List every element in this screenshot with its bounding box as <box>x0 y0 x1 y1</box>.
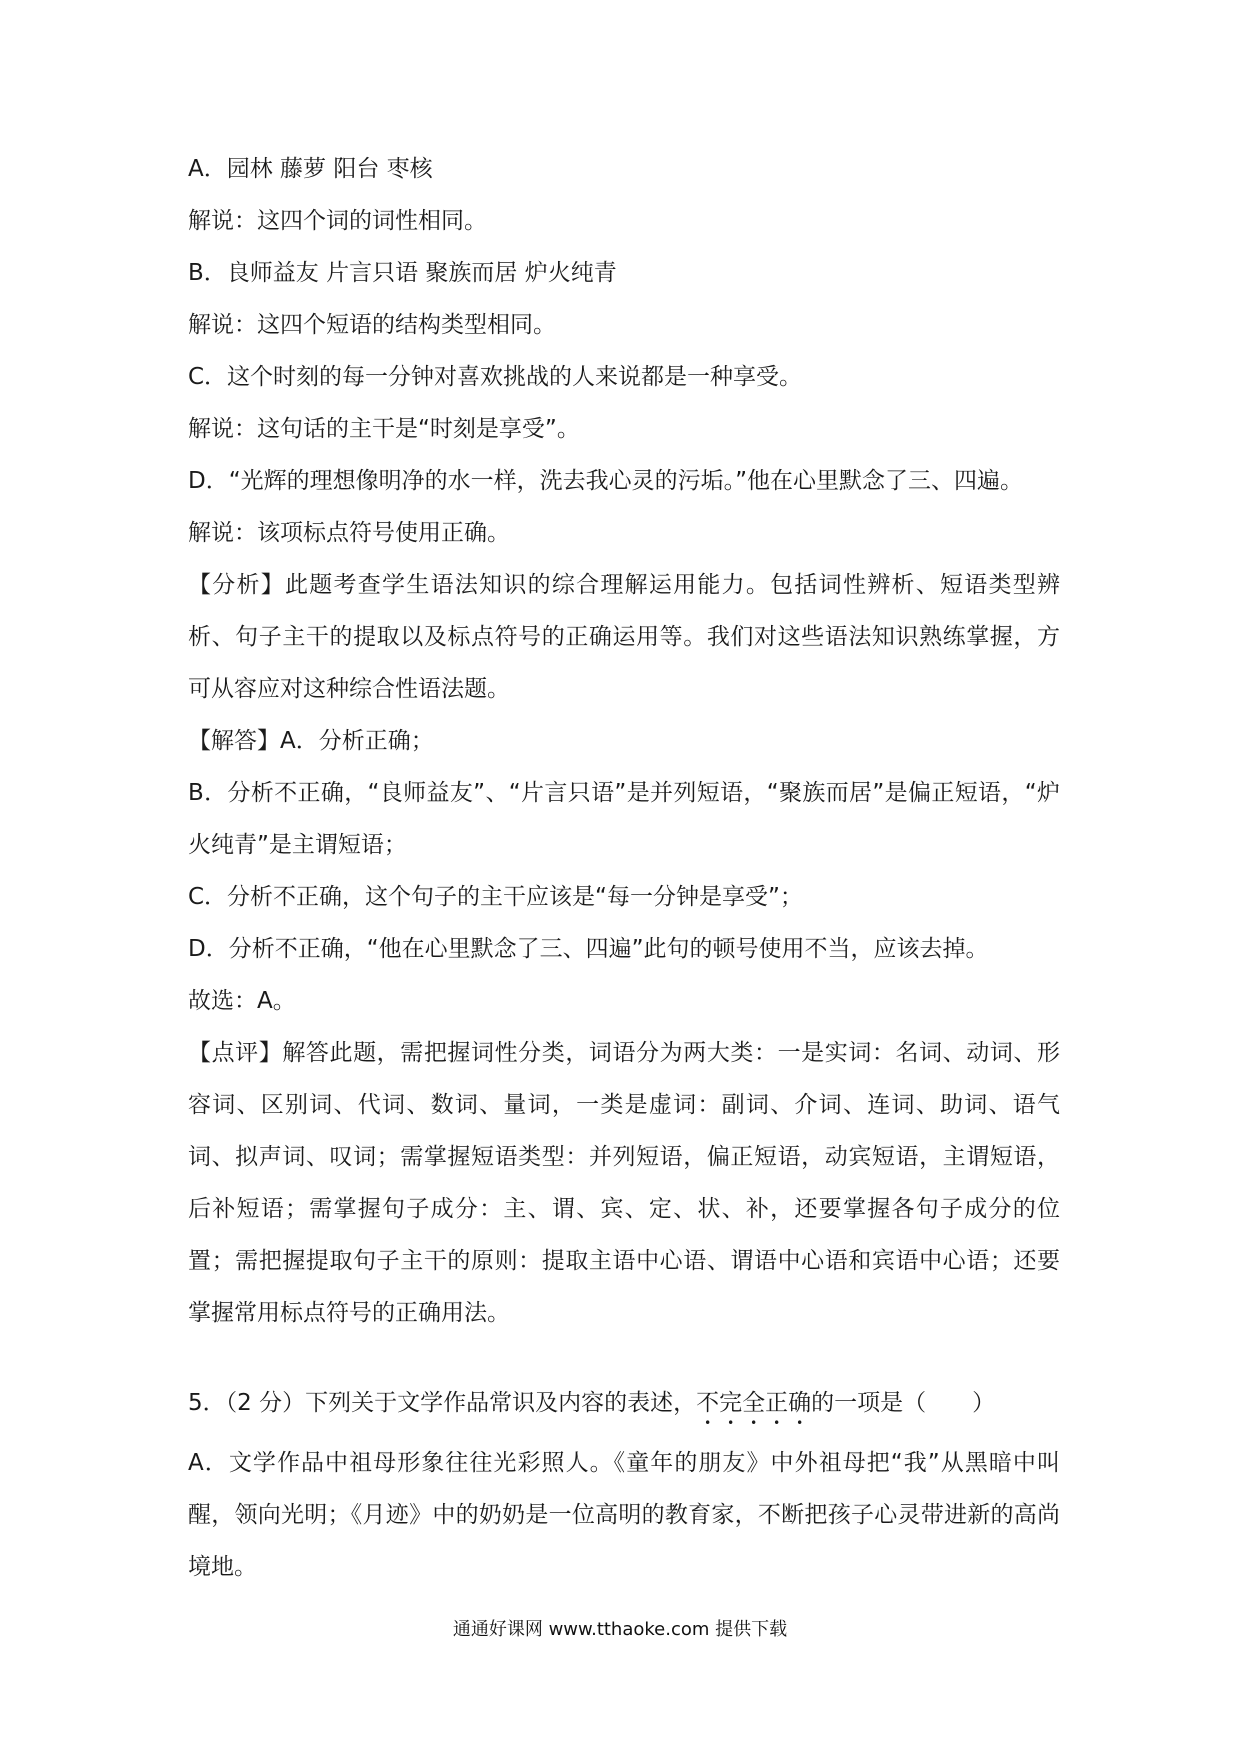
document-body <box>188 150 1060 1600</box>
q5-stem-end: 的一项是（ ） <box>811 1390 996 1416</box>
final-choice: 故选：A。 <box>188 988 296 1014</box>
section-gap <box>188 1346 1060 1384</box>
answer-c: C．分析不正确，这个句子的主干应该是“每一分钟是享受”； <box>188 884 803 910</box>
q5-option-a: A．文学作品中祖母形象往往光彩照人。《童年的朋友》中外祖母把“我”从黑暗中叫醒，领向光明；《月迹》中的奶奶是一位高明的教育家，不断把孩子心灵带进新的高尚境地。 <box>188 1450 1060 1580</box>
q4-option-b-explanation: 解说：这四个短语的结构类型相同。 <box>188 312 556 338</box>
q5-stem-emphasis: 不完全正确 <box>696 1390 812 1416</box>
answer-a: 【解答】A．分析正确； <box>188 728 434 754</box>
q5-stem <box>188 1384 1060 1430</box>
q4-option-c-explanation: 解说：这句话的主干是“时刻是享受”。 <box>188 416 580 442</box>
q4-option-b: B．良师益友 片言只语 聚族而居 炉火纯青 <box>188 260 617 286</box>
q4-option-d-explanation: 解说：该项标点符号使用正确。 <box>188 520 510 546</box>
q4-option-c: C．这个时刻的每一分钟对喜欢挑战的人来说都是一种享受。 <box>188 364 803 390</box>
q5-stem-start: 5．（2 分）下列关于文学作品常识及内容的表述， <box>188 1390 697 1416</box>
analysis-paragraph: 【分析】此题考查学生语法知识的综合理解运用能力。包括词性辨析、短语类型辨析、句子主干的提取以及标点符号的正确运用等。我们对这些语法知识熟练掌握，方可从容应对这种综合性语法题。 <box>188 572 1060 702</box>
answer-d: D．分析不正确，“他在心里默念了三、四遍”此句的顿号使用不当，应该去掉。 <box>188 936 989 962</box>
q4-option-d: D．“光辉的理想像明净的水一样，洗去我心灵的污垢。”他在心里默念了三、四遍。 <box>188 468 1024 494</box>
answer-b: B．分析不正确，“良师益友”、“片言只语”是并列短语，“聚族而居”是偏正短语，“炉火纯青”是主谓短语； <box>188 780 1060 858</box>
comment-paragraph: 【点评】解答此题，需把握词性分类，词语分为两大类：一是实词：名词、动词、形容词、区别词、代词、数词、量词，一类是虚词：副词、介词、连词、助词、语气词、拟声词、叹词；需掌握短语类型：并列短语，偏正短语，动宾短语，主谓短语，后补短语；需掌握句子成分：主、谓、宾、定、状、补，还要掌握各句子成分的位置；需把握提取句子主干的原则：提取主语中心语、谓语中心语和宾语中心语；还要掌握常用标点符号的正确用法。 <box>188 1040 1060 1326</box>
q4-option-a-explanation: 解说：这四个词的词性相同。 <box>188 208 487 234</box>
page-footer: 通通好课网 www.tthaoke.com 提供下载 <box>452 1619 788 1640</box>
q4-option-a: A．园林 藤萝 阳台 枣核 <box>188 156 433 182</box>
